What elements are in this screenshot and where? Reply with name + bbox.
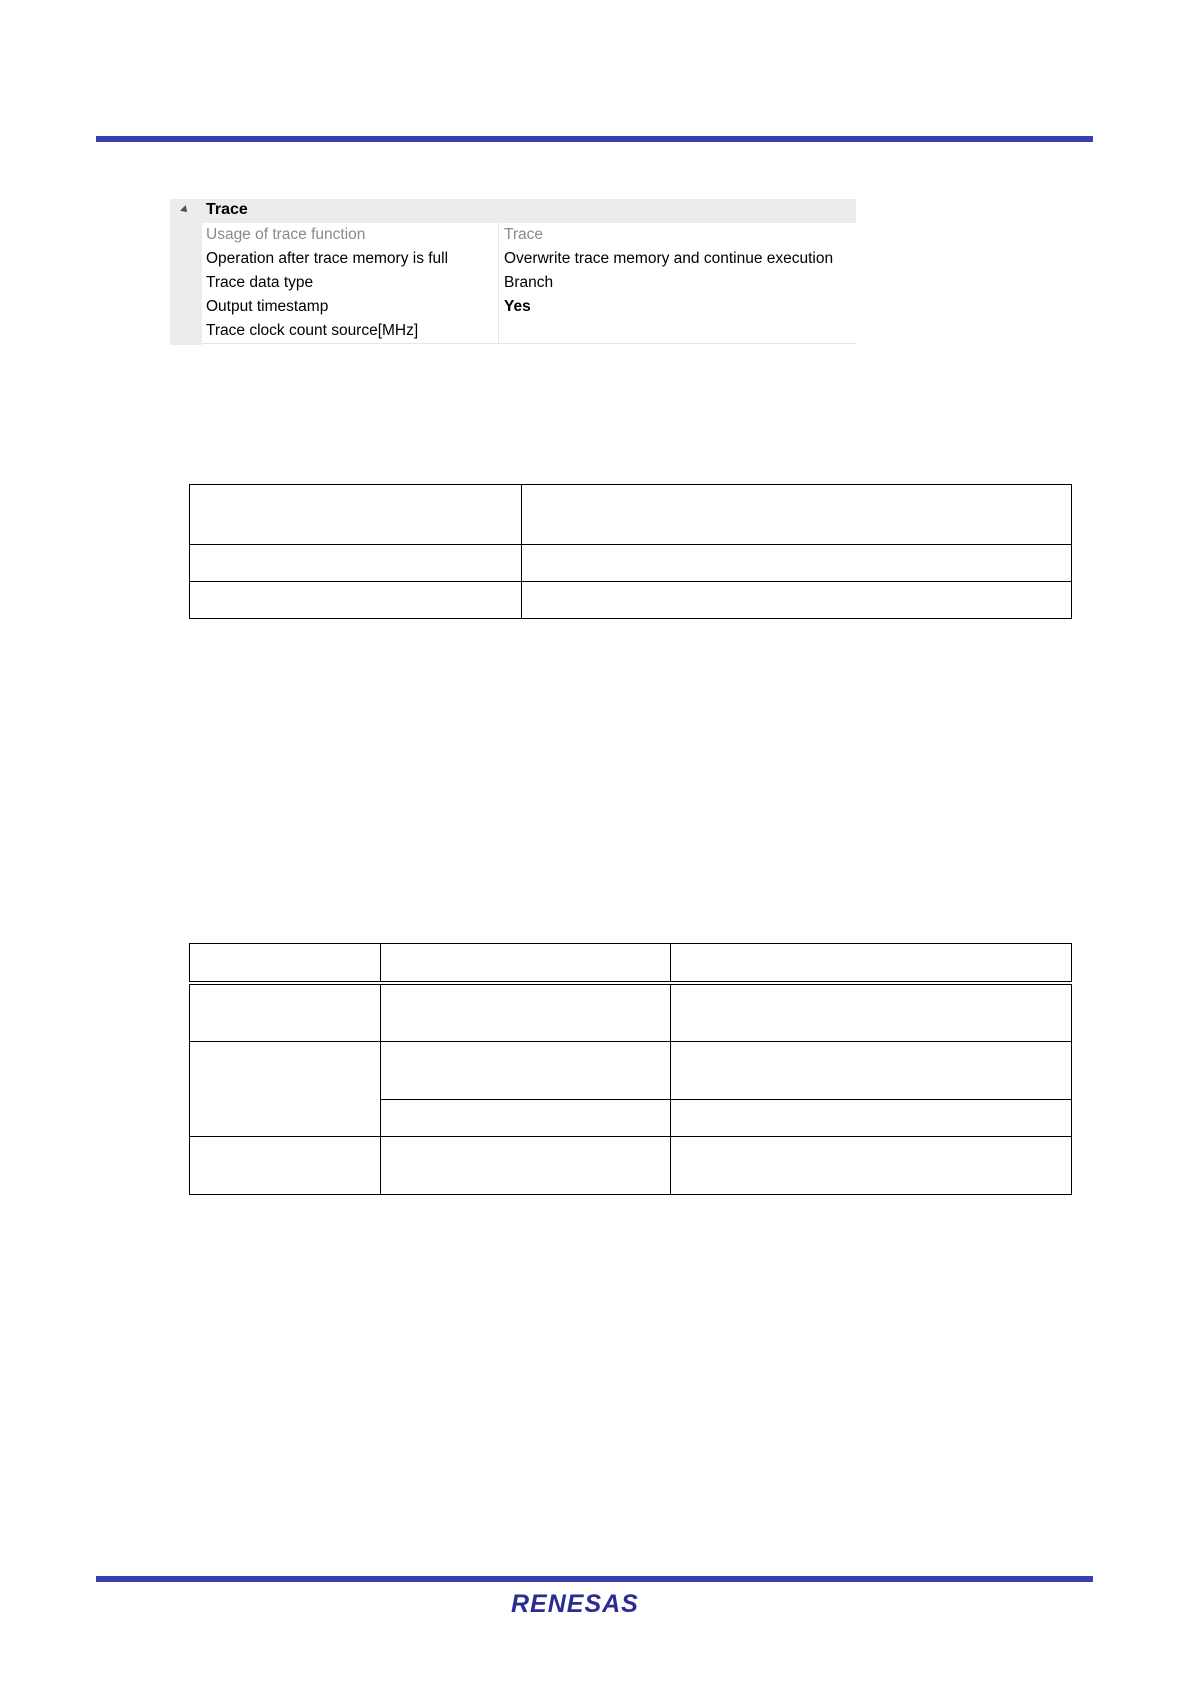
table-cell xyxy=(522,485,1072,545)
collapse-triangle-icon[interactable] xyxy=(180,205,190,215)
property-name: Trace data type xyxy=(206,274,314,291)
table-row xyxy=(190,983,1072,1041)
property-row-trace-clock-count-source[interactable] xyxy=(202,319,856,344)
property-row-operation-after-full[interactable] xyxy=(202,247,856,272)
table-cell xyxy=(190,1136,381,1194)
property-value[interactable]: Yes xyxy=(504,298,531,315)
renesas-logo xyxy=(511,1590,639,1619)
table-cell xyxy=(522,545,1072,582)
table-cell xyxy=(190,485,522,545)
property-name: Trace clock count source[MHz] xyxy=(206,322,419,339)
table-header-cell xyxy=(671,944,1072,984)
table-cell xyxy=(671,983,1072,1041)
property-value[interactable]: Overwrite trace memory and continue execution xyxy=(504,250,834,267)
trace-section-header[interactable] xyxy=(170,199,856,223)
table-cell xyxy=(671,1136,1072,1194)
table-cell xyxy=(381,983,671,1041)
table-header-cell xyxy=(381,944,671,984)
table-header-row xyxy=(190,944,1072,984)
table-row xyxy=(190,582,1072,619)
table-cell xyxy=(381,1136,671,1194)
settings-table xyxy=(189,484,1072,619)
logo-text: RENESAS xyxy=(511,1590,639,1618)
header-rule xyxy=(96,136,1093,142)
table-cell xyxy=(190,545,522,582)
table-cell xyxy=(671,1041,1072,1099)
property-name: Operation after trace memory is full xyxy=(206,250,449,267)
table-cell xyxy=(381,1099,671,1136)
section-title: Trace xyxy=(206,201,248,218)
footer-rule xyxy=(96,1576,1093,1582)
table-row xyxy=(190,545,1072,582)
property-row-output-timestamp[interactable] xyxy=(202,295,856,320)
property-value[interactable]: Trace xyxy=(504,226,544,243)
property-row-trace-data-type[interactable] xyxy=(202,271,856,296)
table-row xyxy=(190,1041,1072,1099)
table-row xyxy=(190,485,1072,545)
table-cell xyxy=(190,983,381,1041)
details-table xyxy=(189,943,1072,1195)
table-cell xyxy=(671,1099,1072,1136)
table-header-cell xyxy=(190,944,381,984)
table-cell xyxy=(522,582,1072,619)
property-value[interactable]: Branch xyxy=(504,274,554,291)
table-row xyxy=(190,1136,1072,1194)
table-cell xyxy=(190,1041,381,1136)
property-panel xyxy=(170,199,856,345)
table-cell xyxy=(381,1041,671,1099)
property-name: Output timestamp xyxy=(206,298,329,315)
table-cell xyxy=(190,582,522,619)
property-name: Usage of trace function xyxy=(206,226,366,243)
property-row-usage-of-trace-function[interactable] xyxy=(202,223,856,248)
